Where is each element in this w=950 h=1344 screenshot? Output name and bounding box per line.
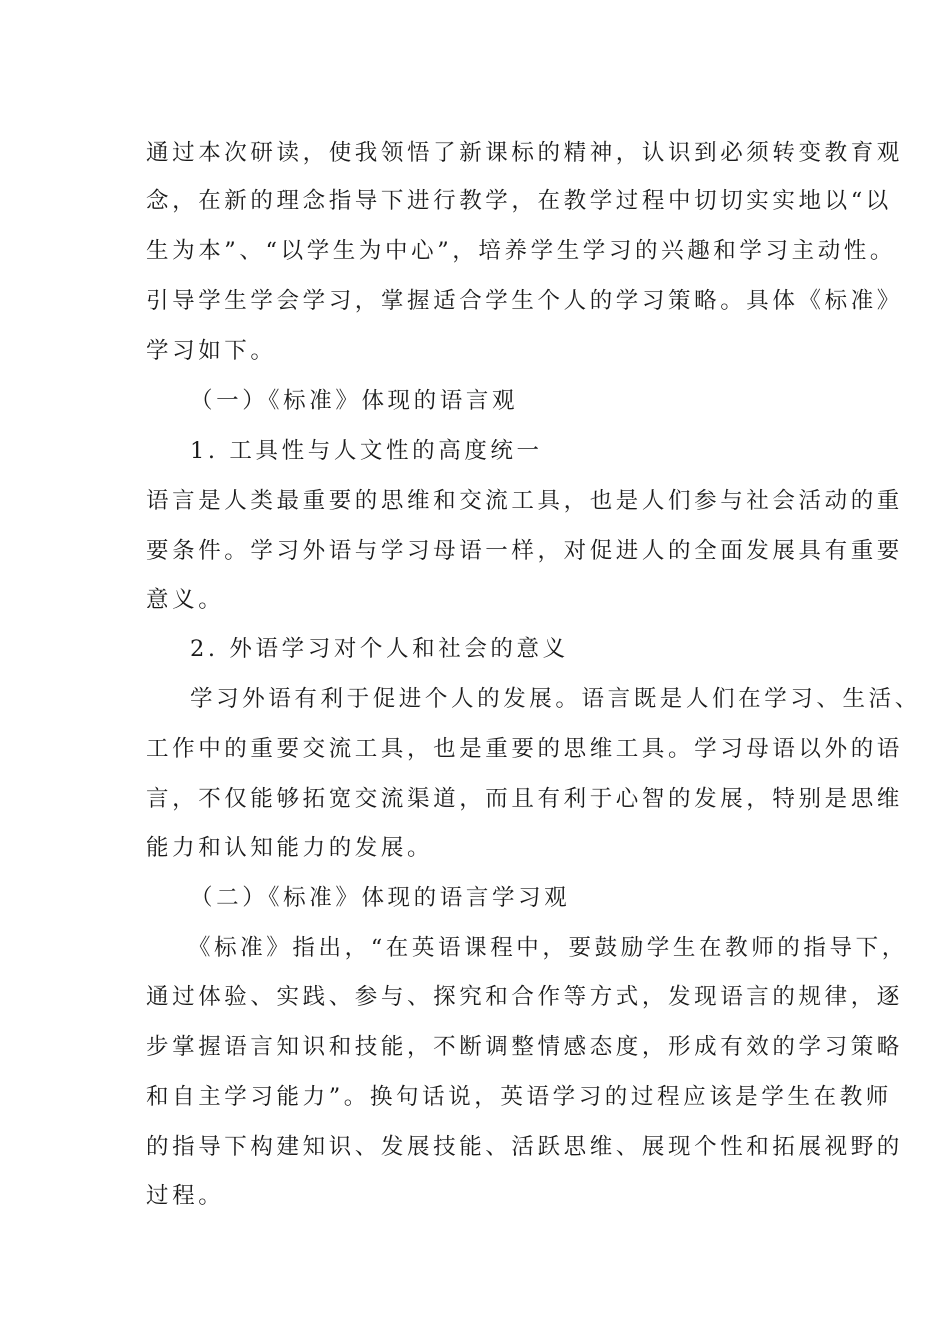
paragraph-line: 言，不仅能够拓宽交流渠道，而且有利于心智的发展，特别是思维 — [146, 786, 903, 812]
paragraph-line: 通过本次研读，使我领悟了新课标的精神，认识到必须转变教育观 — [146, 140, 903, 166]
paragraph-line: 《标准》指出，“在英语课程中，要鼓励学生在教师的指导下， — [188, 935, 908, 961]
paragraph-line: 和自主学习能力”。换句话说，英语学习的过程应该是学生在教师 — [146, 1084, 892, 1110]
paragraph-line: 步掌握语言知识和技能，不断调整情感态度，形成有效的学习策略 — [146, 1034, 903, 1060]
paragraph-line: 引导学生学会学习，掌握适合学生个人的学习策略。具体《标准》 — [146, 288, 903, 314]
paragraph-line: 通过体验、实践、参与、探究和合作等方式，发现语言的规律，逐 — [146, 984, 903, 1010]
paragraph-line: 学习如下。 — [146, 338, 277, 364]
paragraph-line: 学习外语有利于促进个人的发展。语言既是人们在学习、生活、 — [190, 686, 921, 712]
subsection-heading: 2. 外语学习对个人和社会的意义 — [190, 636, 569, 662]
paragraph-line: 的指导下构建知识、发展技能、活跃思维、展现个性和拓展视野的 — [146, 1134, 903, 1160]
section-heading: （一）《标准》体现的语言观 — [190, 388, 519, 414]
paragraph-line: 语言是人类最重要的思维和交流工具，也是人们参与社会活动的重 — [146, 488, 903, 514]
paragraph-line: 念，在新的理念指导下进行教学，在教学过程中切切实实地以“以 — [146, 188, 892, 214]
paragraph-line: 意义。 — [146, 587, 225, 613]
paragraph-line: 能力和认知能力的发展。 — [146, 835, 434, 861]
paragraph-line: 工作中的重要交流工具，也是重要的思维工具。学习母语以外的语 — [146, 736, 903, 762]
paragraph-line: 生为本”、“以学生为中心”，培养学生学习的兴趣和学习主动性。 — [146, 238, 897, 264]
paragraph-line: 过程。 — [146, 1183, 225, 1209]
section-heading: （二）《标准》体现的语言学习观 — [190, 885, 571, 911]
subsection-heading: 1. 工具性与人文性的高度统一 — [190, 438, 543, 464]
paragraph-line: 要条件。学习外语与学习母语一样，对促进人的全面发展具有重要 — [146, 538, 903, 564]
